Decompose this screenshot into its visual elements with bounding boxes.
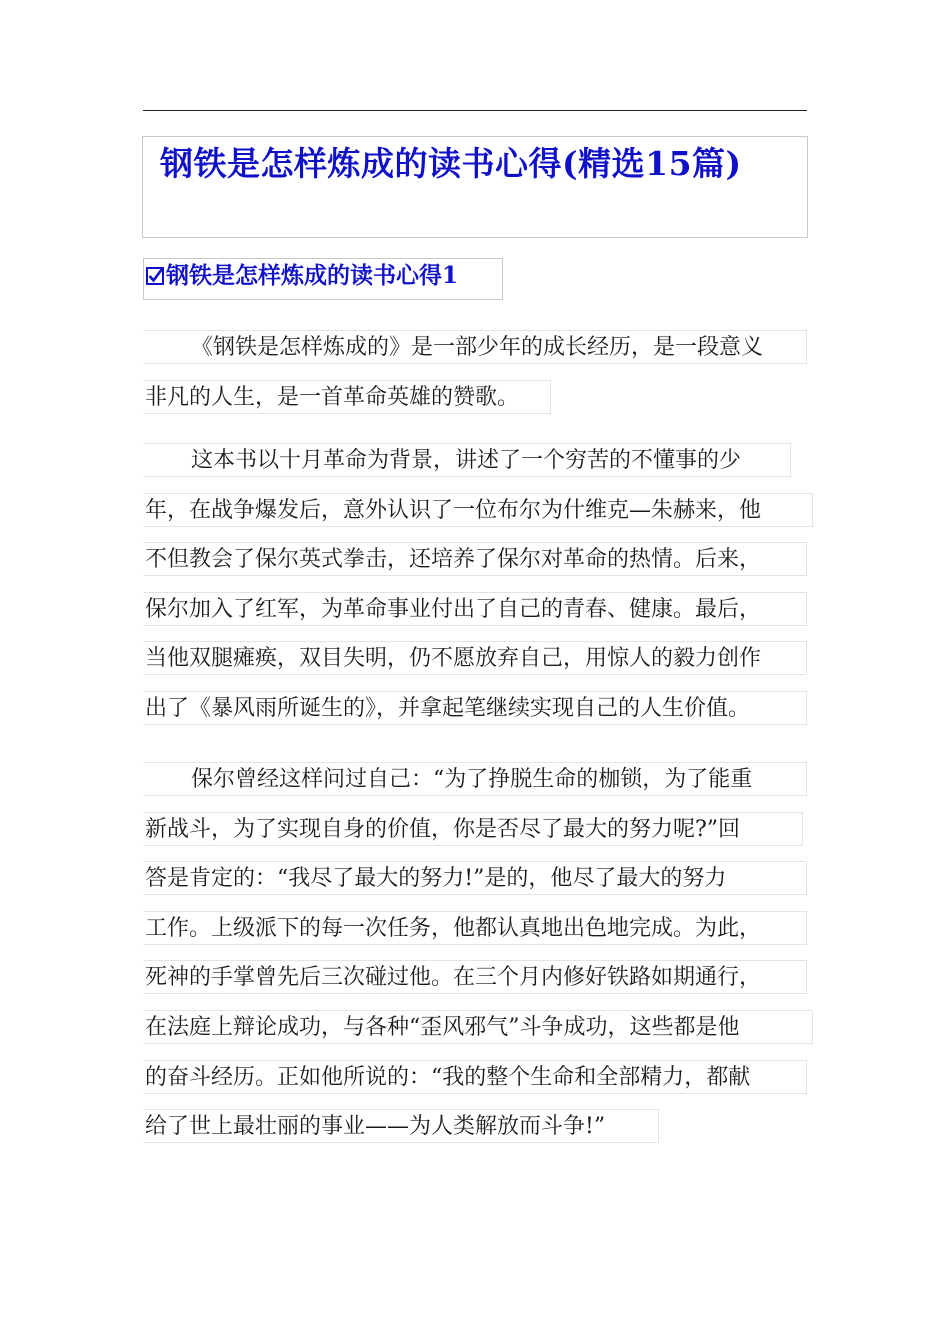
checkbox-checked-icon bbox=[146, 267, 164, 285]
paragraph-3-line-7: 的奋斗经历。正如他所说的：“我的整个生命和全部精力，都献 bbox=[143, 1060, 807, 1094]
paragraph-2-line-3: 不但教会了保尔英式拳击，还培养了保尔对革命的热情。后来， bbox=[143, 542, 807, 576]
paragraph-3-line-2: 新战斗，为了实现自身的价值，你是否尽了最大的努力呢?”回 bbox=[143, 812, 803, 846]
paragraph-2-line-6: 出了《暴风雨所诞生的》，并拿起笔继续实现自己的人生价值。 bbox=[143, 691, 807, 725]
paragraph-3-line-3: 答是肯定的：“我尽了最大的努力!”是的，他尽了最大的努力 bbox=[143, 861, 807, 895]
section-heading bbox=[146, 258, 458, 294]
paragraph-2-line-1: 这本书以十月革命为背景，讲述了一个穷苦的不懂事的少 bbox=[143, 443, 791, 477]
paragraph-1-line-1: 《钢铁是怎样炼成的》是一部少年的成长经历，是一段意义 bbox=[143, 330, 807, 364]
section-heading-label: 钢铁是怎样炼成的读书心得1 bbox=[166, 262, 459, 289]
page-title: 钢铁是怎样炼成的读书心得(精选15篇) bbox=[160, 144, 742, 183]
paragraph-2-line-5: 当他双腿瘫痪，双目失明，仍不愿放弃自己，用惊人的毅力创作 bbox=[143, 641, 807, 675]
paragraph-2-line-4: 保尔加入了红军，为革命事业付出了自己的青春、健康。最后， bbox=[143, 592, 807, 626]
paragraph-3-line-5: 死神的手掌曾先后三次碰过他。在三个月内修好铁路如期通行， bbox=[143, 960, 807, 994]
paragraph-2-line-2: 年，在战争爆发后，意外认识了一位布尔为什维克—朱赫来，他 bbox=[143, 493, 813, 527]
paragraph-3-line-1: 保尔曾经这样问过自己：“为了挣脱生命的枷锁，为了能重 bbox=[143, 762, 807, 796]
paragraph-1-line-2: 非凡的人生，是一首革命英雄的赞歌。 bbox=[143, 380, 551, 414]
top-rule bbox=[143, 110, 807, 111]
paragraph-3-line-6: 在法庭上辩论成功，与各种“歪风邪气”斗争成功，这些都是他 bbox=[143, 1010, 813, 1044]
paragraph-3-line-4: 工作。上级派下的每一次任务，他都认真地出色地完成。为此， bbox=[143, 911, 807, 945]
paragraph-3-line-8: 给了世上最壮丽的事业——为人类解放而斗争!” bbox=[143, 1109, 659, 1143]
